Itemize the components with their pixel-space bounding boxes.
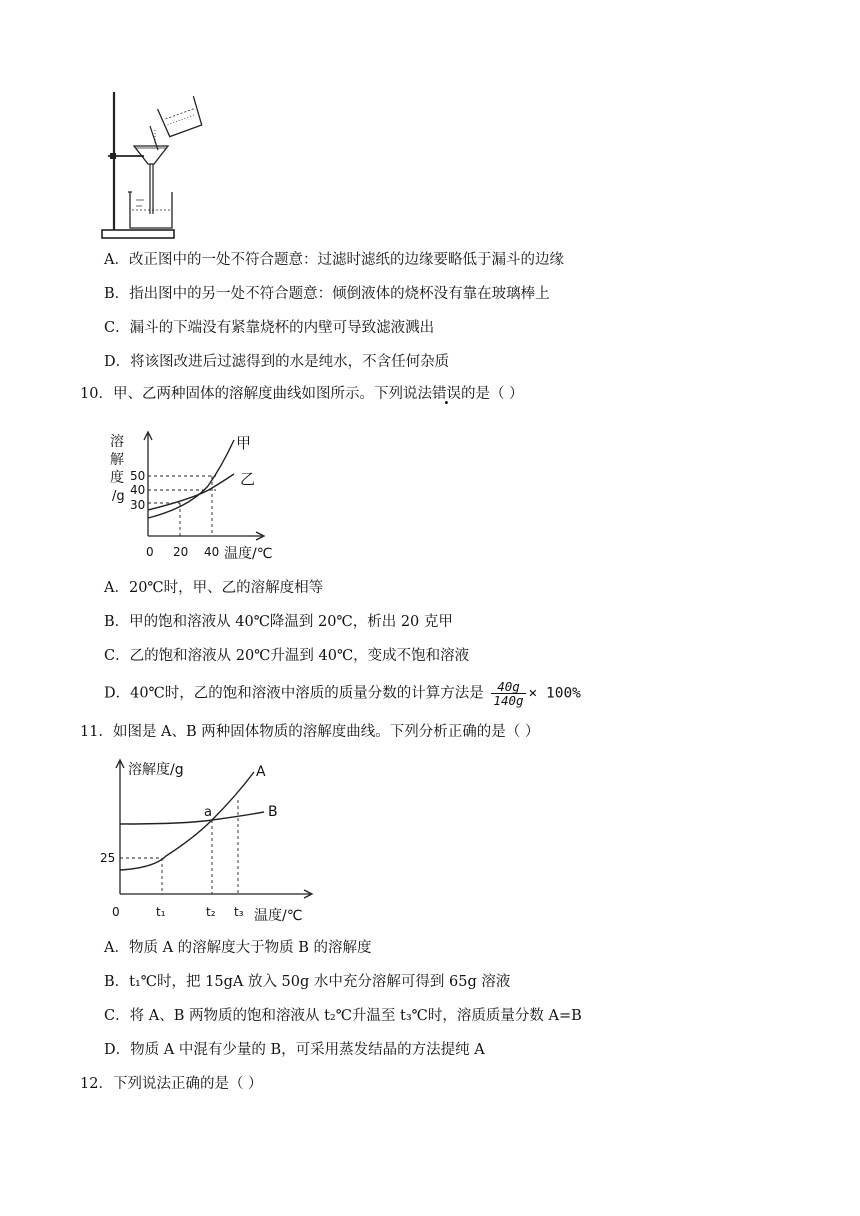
q11-option-d: D．物质 A 中混有少量的 B，可采用蒸发结晶的方法提纯 A: [104, 1042, 485, 1058]
q10-emphasis: 错误: [431, 386, 461, 402]
q11-curve-b: [120, 812, 264, 824]
q10-series-yi-label: 乙: [240, 470, 256, 488]
q10-xtick-0: 0: [146, 545, 154, 559]
q11-option-a: A．物质 A 的溶解度大于物质 B 的溶解度: [104, 940, 372, 956]
q11-xtick-t1: t₁: [156, 905, 166, 919]
q11-xtick-0: 0: [112, 905, 120, 919]
q10-stem: 10．甲、乙两种固体的溶解度曲线如图所示。下列说法错误的是（ ）: [80, 386, 524, 402]
q9-option-d: D．将该图改进后过滤得到的水是纯水，不含任何杂质: [104, 354, 450, 370]
q11-xtick-t3: t₃: [234, 905, 244, 919]
q10-xtick-40: 40: [204, 545, 220, 559]
q10-ylabel-4: /g: [112, 489, 125, 504]
q12-stem: 12．下列说法正确的是（ ）: [80, 1076, 263, 1092]
q11-series-a-label: A: [256, 764, 266, 780]
q10-ylabel-3: 度: [110, 470, 124, 486]
q10-ytick-50: 50: [130, 469, 146, 483]
q10-option-d: D．40℃时，乙的饱和溶液中溶质的质量分数的计算方法是 $\frac{40g}{140g}$ × 100%: [104, 679, 581, 708]
q10-series-jia-label: 甲: [236, 434, 252, 452]
q11-series-b-label: B: [268, 804, 278, 820]
q10-ytick-40: 40: [130, 483, 146, 497]
q10-xlabel: 温度/℃: [224, 546, 273, 562]
q9-option-c: C．漏斗的下端没有紧靠烧杯的内壁可导致滤液溅出: [104, 320, 435, 336]
filtration-figure: [100, 88, 210, 244]
q11-ytick-25: 25: [100, 851, 116, 865]
q10-number: 10．: [80, 386, 113, 402]
q11-option-b: B．t₁℃时，把 15gA 放入 50g 水中充分溶解可得到 65g 溶液: [104, 974, 511, 990]
q10-option-d-fraction: $\frac{40g}{140g}$: [493, 679, 524, 708]
q10-option-b: B．甲的饱和溶液从 40℃降温到 20℃，析出 20 克甲: [104, 614, 453, 630]
q9-option-a: A．改正图中的一处不符合题意：过滤时滤纸的边缘要略低于漏斗的边缘: [104, 252, 564, 268]
filtration-apparatus-icon: [100, 88, 210, 244]
q11-xtick-t2: t₂: [206, 905, 216, 919]
q10-xtick-20: 20: [173, 545, 189, 559]
q11-solubility-chart: [96, 756, 316, 928]
q10-solubility-chart: [104, 428, 284, 568]
q11-number: 11．: [80, 724, 113, 740]
q10-ylabel-2: 解: [110, 452, 124, 468]
q10-option-c: C．乙的饱和溶液从 20℃升温到 40℃，变成不饱和溶液: [104, 648, 470, 664]
q9-option-b: B．指出图中的另一处不符合题意：倾倒液体的烧杯没有靠在玻璃棒上: [104, 286, 550, 302]
q10-ytick-30: 30: [130, 498, 146, 512]
q11-ylabel: 溶解度/g: [128, 762, 184, 778]
q11-point-a-label: a: [204, 805, 212, 820]
q11-option-c: C．将 A、B 两物质的饱和溶液从 t₂℃升温至 t₃℃时，溶质质量分数 A=B: [104, 1008, 582, 1024]
q10-option-a: A．20℃时，甲、乙的溶解度相等: [104, 580, 324, 596]
q10-ylabel-1: 溶: [110, 434, 124, 450]
q11-stem: 11．如图是 A、B 两种固体物质的溶解度曲线。下列分析正确的是（ ）: [80, 724, 540, 740]
q10-curve-yi: [148, 474, 234, 510]
q12-number: 12．: [80, 1076, 113, 1092]
q11-curve-a: [120, 772, 254, 870]
q11-xlabel: 温度/℃: [254, 908, 303, 924]
